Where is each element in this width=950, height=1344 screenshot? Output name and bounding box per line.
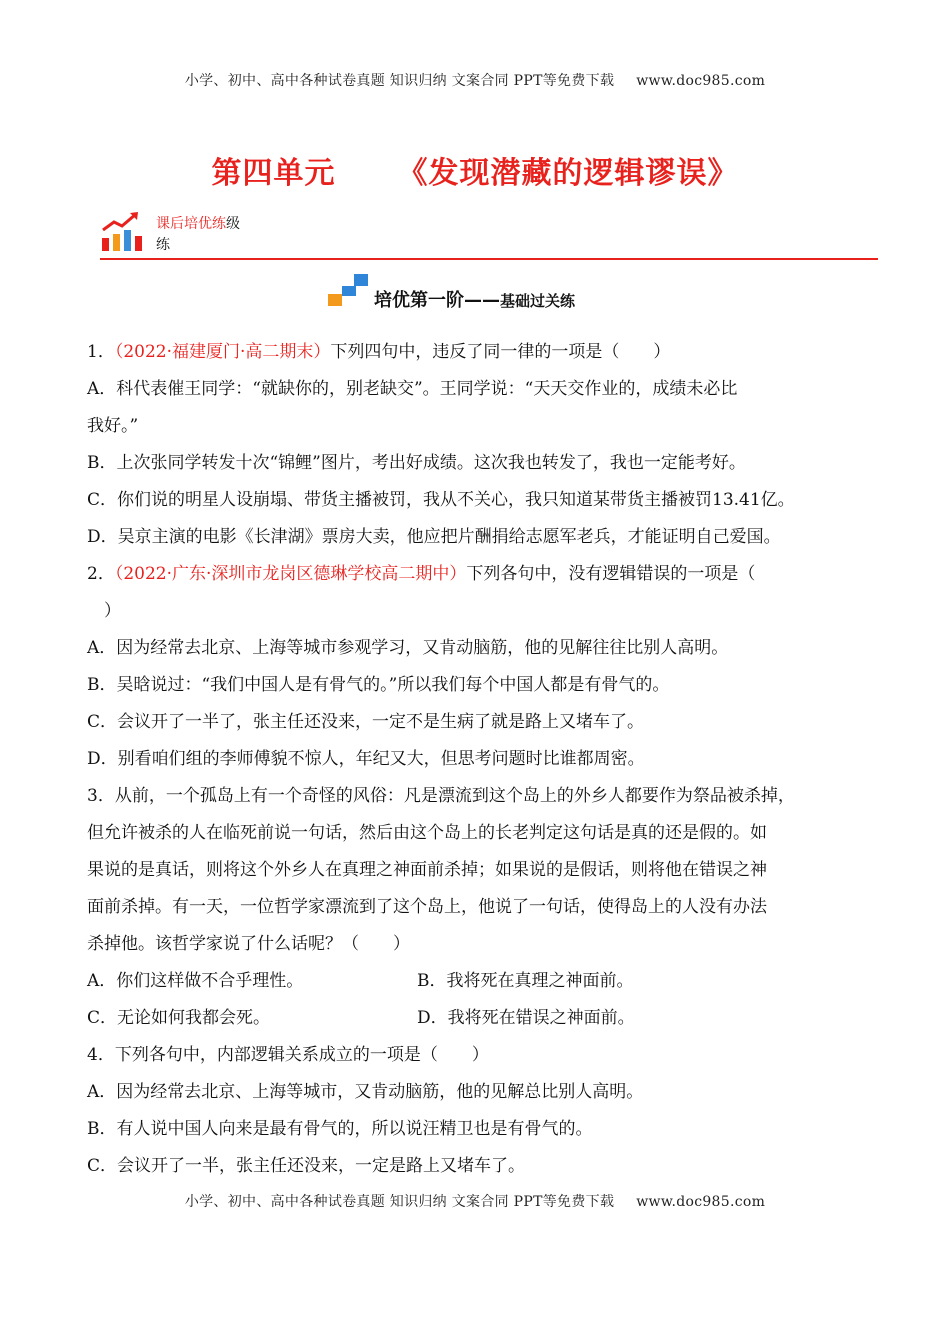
title-topic: 《发现潜藏的逻辑谬误》 [397,156,739,191]
q3-stem-line: 面前杀掉。有一天，一位哲学家漂流到了这个岛上，他说了一句话，使得岛上的人没有办法 [87,897,767,917]
q4-option-b: B．有人说中国人向来是最有骨气的，所以说汪精卫也是有骨气的。 [87,1119,593,1139]
q1-option-b: B．上次张同学转发十次“锦鲤”图片，考出好成绩。这次我也转发了，我也一定能考好。 [87,453,746,473]
header-rule [100,258,878,260]
q3-stem-line: 杀掉他。该哲学家说了什么话呢？（ ） [87,934,410,954]
q3-option-c: C．无论如何我都会死。 [87,1008,271,1028]
page-header [0,70,950,90]
q1-option-d: D．吴京主演的电影《长津湖》票房大卖，他应把片酬捐给志愿军老兵，才能证明自己爱国。 [87,527,781,547]
q3-stem-line: 3．从前，一个孤岛上有一个奇怪的风俗：凡是漂流到这个岛上的外乡人都要作为祭品被杀掉， [87,786,795,806]
badge-label-practice: 练 [156,237,170,253]
q2-option-d: D．别看咱们组的李师傅貌不惊人，年纪又大，但思考问题时比谁都周密。 [87,749,645,769]
q2-stem-cont: ） [87,601,121,621]
section-subtitle: 基础过关练 [500,292,576,310]
q1-source: （2022·福建厦门·高二期末） [114,342,331,362]
q4-option-c: C．会议开了一半，张主任还没来，一定是路上又堵车了。 [87,1156,526,1176]
q2-option-b: B．吴晗说过：“我们中国人是有骨气的。”所以我们每个中国人都是有骨气的。 [87,675,670,695]
header-url[interactable]: www.doc985.com [636,73,766,89]
q3-options-row [87,963,877,1000]
section-heading [0,272,950,316]
q1-option-a-cont: 我好。” [87,416,139,436]
q4-option-a: A．因为经常去北京、上海等城市，又肯动脑筋，他的见解总比别人高明。 [87,1082,644,1102]
practice-badge [100,210,320,260]
q2-source: （2022·广东·深圳市龙岗区德琳学校高二期中） [114,564,467,584]
q2-option-a: A．因为经常去北京、上海等城市参观学习，又肯动脑筋，他的见解往往比别人高明。 [87,638,729,658]
badge-label-level: 级 [226,216,240,232]
q3-options-row [87,1000,877,1037]
title-unit: 第四单元 [211,156,336,191]
q3-stem-line: 果说的是真话，则将这个外乡人在真理之神面前杀掉；如果说的是假话，则将他在错误之神 [87,860,767,880]
q3-option-b: B．我将死在真理之神面前。 [417,971,634,991]
q2-option-c: C．会议开了一半了，张主任还没来，一定不是生病了就是路上又堵车了。 [87,712,645,732]
header-text: 小学、初中、高中各种试卷真题 知识归纳 文案合同 PPT等免费下载 [184,73,615,89]
page-title [0,148,950,192]
q2-stem: 2．（2022·广东·深圳市龙岗区德琳学校高二期中）下列各句中，没有逻辑错误的一项是（ [87,564,756,584]
q1-stem: 1．（2022·福建厦门·高二期末）下列四句中，违反了同一律的一项是（ ） [87,342,671,362]
page-footer [0,1191,950,1211]
badge-label: 课后培优练 [156,216,226,232]
q3-option-d: D．我将死在错误之神面前。 [417,1008,635,1028]
q1-option-c: C．你们说的明星人设崩塌、带货主播被罚，我从不关心，我只知道某带货主播被罚13.41亿。 [87,490,795,510]
q1-option-a: A．科代表催王同学：“就缺你的，别老缺交”。王同学说：“天天交作业的，成绩未必比 [87,379,738,399]
footer-text: 小学、初中、高中各种试卷真题 知识归纳 文案合同 PPT等免费下载 [184,1194,615,1210]
q3-stem-line: 但允许被杀的人在临死前说一句话，然后由这个岛上的长老判定这句话是真的还是假的。如 [87,823,767,843]
q3-option-a: A．你们这样做不合乎理性。 [87,971,304,991]
footer-url[interactable]: www.doc985.com [636,1194,766,1210]
question-list [87,334,877,1185]
stairs-icon [328,272,370,308]
section-title: 培优第一阶—— [374,290,500,311]
q4-stem: 4．下列各句中，内部逻辑关系成立的一项是（ ） [87,1045,489,1065]
growth-chart-icon [100,210,148,254]
